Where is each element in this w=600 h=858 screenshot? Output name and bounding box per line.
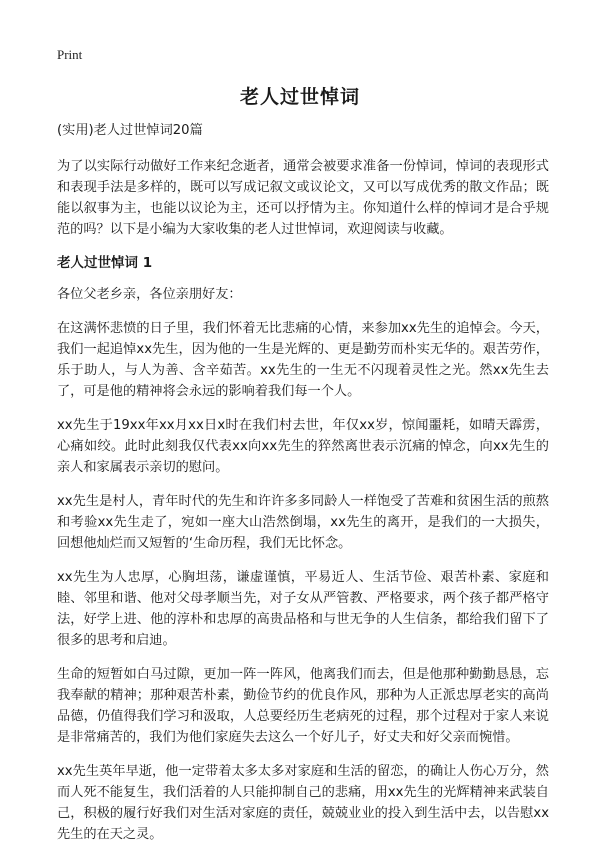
salutation-paragraph: 各位父老乡亲，各位亲朋好友： (57, 287, 242, 302)
body-paragraph: xx先生是村人，青年时代的先生和许许多多同龄人一样饱受了苦难和贫困生活的煎熬和考验xx先生走了，宛如一座大山浩然倒塌，xx先生的离开，是我们的一大损失，回想他灿烂而又短暂的‘生命历程，我们无比怀念。 (57, 494, 549, 551)
page-title: 老人过世悼词 (239, 86, 360, 108)
body-paragraph: xx先生为人忠厚，心胸坦荡，谦虚谨慎，平易近人、生活节俭、艰苦朴素、家庭和睦、邻里和谐、他对父母孝顺当先，对子女从严管教、严格要求，两个孩子都严格守法，好学上进、他的淳朴和忠厚的高贵品格和与世无争的人生信条，都给我们留下了很多的思考和启迪。 (57, 570, 549, 648)
body-paragraph: xx先生于19xx年xx月xx日x时在我们村去世，年仅xx岁，惊闻噩耗，如晴天霹雳，心痛如绞。此时此刻我仅代表xx向xx先生的猝然离世表示沉痛的悼念，向xx先生的亲人和家属表示亲切的慰问。 (57, 418, 549, 475)
section-heading: 老人过世悼词 1 (57, 255, 153, 271)
body-paragraph: 在这满怀悲愤的日子里，我们怀着无比悲痛的心情，来参加xx先生的追悼会。今天，我们一起追悼xx先生，因为他的一生是光辉的、更是勤劳而朴实无华的。艰苦劳作，乐于助人，与人为善、含辛茹苦。xx先生的一生无不闪现着灵性之光。然xx先生去了，可是他的精神将会永远的影响着我们每一个人。 (57, 321, 549, 399)
article-subtitle: (实用)老人过世悼词20篇 (57, 123, 203, 138)
print-link[interactable]: Print (57, 47, 83, 62)
body-paragraph: 生命的短暂如白马过隙，更加一阵一阵风，他离我们而去，但是他那种勤勤恳恳，忘我奉献的精神；那种艰苦朴素，勤俭节约的优良作风，那种为人正派忠厚老实的高尚品德，仍值得我们学习和汲取，人总要经历生老病死的过程，那个过程对于家人来说是非常痛苦的，我们为他们家庭失去这么一个好儿子，好丈夫和好父亲而惋惜。 (57, 667, 549, 745)
article-body (57, 120, 549, 858)
body-paragraph: xx先生英年早逝，他一定带着太多太多对家庭和生活的留恋，的确让人伤心万分，然而人死不能复生，我们活着的人只能抑制自己的悲痛，用xx先生的光辉精神来武装自己，积极的履行好我们对生活对家庭的责任，兢兢业业的投入到生活中去，以告慰xx先生的在天之灵。 (57, 764, 549, 842)
intro-paragraph: 为了以实际行动做好工作来纪念逝者，通常会被要求准备一份悼词，悼词的表现形式和表现手法是多样的，既可以写成记叙文或议论文，又可以写成优秀的散文作品；既能以叙事为主，也能以议论为主，还可以抒情为主。你知道什么样的悼词才是合乎规范的吗？以下是小编为大家收集的老人过世悼词，欢迎阅读与收藏。 (57, 159, 549, 237)
